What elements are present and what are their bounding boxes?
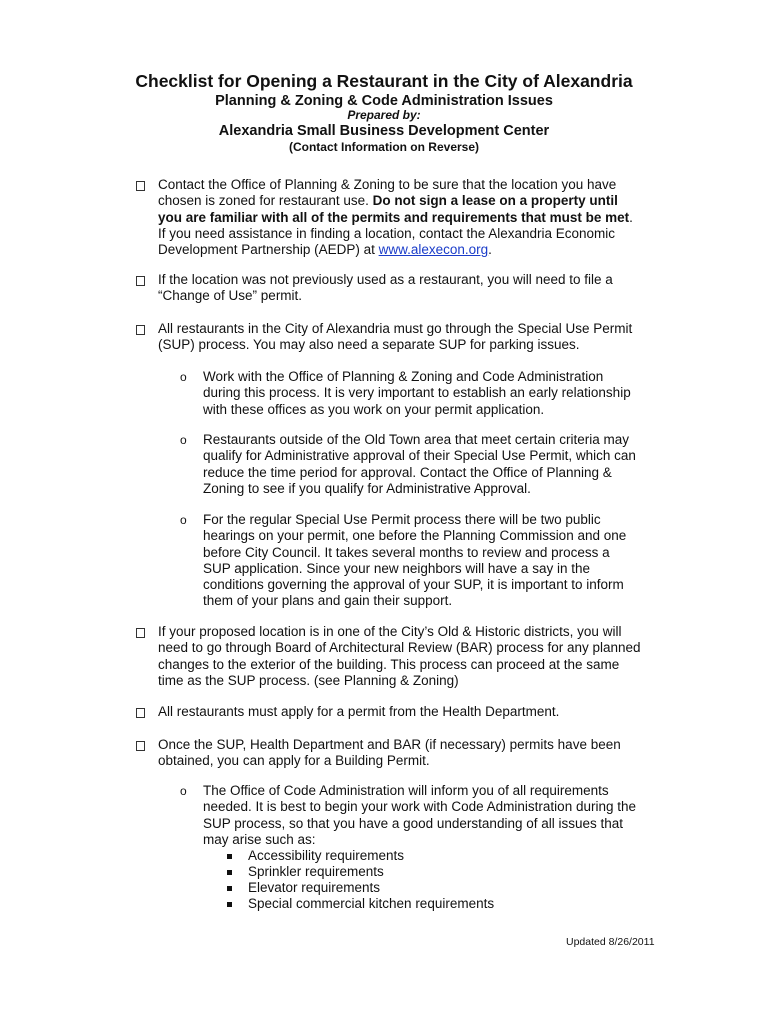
- item-text: conditions governing the approval of your SUP, it is important to inform: [203, 577, 624, 593]
- square-bullet-icon: [227, 870, 232, 875]
- item-text: Zoning to see if you qualify for Administrative Approval.: [203, 480, 531, 496]
- item-bold-warning: you are familiar with all of the permits and requirements that must be met: [158, 209, 630, 225]
- item-text: SUP application. Since your new neighbors will have a say in the: [203, 560, 590, 576]
- item-text: If the location was not previously used as a restaurant, you will need to file a: [158, 272, 613, 287]
- square-bullet-icon: [227, 854, 232, 859]
- square-bullet-icon: [227, 886, 232, 891]
- item-text: If you need assistance in finding a location, contact the Alexandria Economic: [158, 225, 616, 241]
- item-text: Restaurants outside of the Old Town area that meet certain criteria may: [203, 432, 629, 447]
- checkbox-icon: [136, 708, 145, 718]
- prepared-by-label: Prepared by:: [347, 108, 421, 122]
- item-text: All restaurants must apply for a permit from the Health Department.: [158, 704, 560, 719]
- item-text: during this process. It is very important to establish an early relationship: [203, 385, 631, 401]
- organization-name: Alexandria Small Business Development Center: [218, 123, 550, 139]
- checkbox-icon: [136, 628, 145, 638]
- circle-bullet-icon: o: [180, 784, 187, 798]
- item-bold-warning: Do not sign a lease on a property until: [372, 193, 618, 209]
- item-text: with these offices as you work on your permit application.: [203, 401, 545, 417]
- item-text: SUP process, so that you have a good understanding of all issues that: [203, 815, 624, 831]
- item-text: If your proposed location is in one of the City’s Old & Historic districts, you will: [158, 624, 622, 639]
- updated-date: Updated 8/26/2011: [566, 936, 655, 948]
- checkbox-icon: [136, 741, 145, 751]
- checkbox-icon: [136, 181, 145, 191]
- item-text: Contact the Office of Planning & Zoning to be sure that the location you have: [158, 177, 617, 192]
- circle-bullet-icon: o: [180, 370, 187, 384]
- item-text-span: .: [629, 209, 633, 225]
- checkbox-icon: [136, 325, 145, 335]
- item-text: may arise such as:: [203, 831, 316, 847]
- requirement-label: Special commercial kitchen requirements: [248, 896, 495, 911]
- circle-bullet-icon: o: [180, 513, 187, 527]
- item-text: qualify for Administrative approval of their Special Use Permit, which can: [203, 448, 636, 464]
- item-text-span: Development Partnership (AEDP) at: [158, 242, 379, 258]
- item-text: Work with the Office of Planning & Zoning and Code Administration: [203, 369, 604, 384]
- document-subtitle: Planning & Zoning & Code Administration Issues: [215, 93, 553, 109]
- item-text: “Change of Use” permit.: [158, 288, 303, 304]
- checkbox-icon: [136, 276, 145, 286]
- item-text: them of your plans and gain their support.: [203, 593, 453, 609]
- item-text: need to go through Board of Architectural Review (BAR) process for any planned: [158, 640, 641, 656]
- item-text: For the regular Special Use Permit process there will be two public: [203, 512, 601, 527]
- circle-bullet-icon: o: [180, 433, 187, 447]
- requirement-label: Accessibility requirements: [248, 848, 405, 863]
- item-text: [158, 242, 633, 258]
- item-text: needed. It is best to begin your work with Code Administration during the: [203, 799, 636, 815]
- item-text: time as the SUP process. (see Planning & Zoning): [158, 672, 459, 688]
- item-text: obtained, you can apply for a Building Permit.: [158, 753, 430, 769]
- square-bullet-icon: [227, 902, 232, 907]
- requirement-label: Sprinkler requirements: [248, 864, 384, 879]
- item-text: Once the SUP, Health Department and BAR (if necessary) permits have been: [158, 737, 621, 752]
- item-text: reduce the time period for approval. Contact the Office of Planning &: [203, 464, 612, 480]
- document-title: Checklist for Opening a Restaurant in the City of Alexandria: [135, 71, 633, 91]
- item-text-span: .: [488, 242, 492, 258]
- item-text: [158, 210, 633, 226]
- aedp-website-link[interactable]: www.alexecon.org: [378, 242, 489, 258]
- item-text: (SUP) process. You may also need a separate SUP for parking issues.: [158, 337, 580, 353]
- item-text: changes to the exterior of the building. This process can proceed at the same: [158, 656, 620, 672]
- item-text: hearings on your permit, one before the Planning Commission and one: [203, 528, 627, 544]
- requirement-label: Elevator requirements: [248, 880, 381, 895]
- item-text: before City Council. It takes several months to review and process a: [203, 544, 610, 560]
- item-text: The Office of Code Administration will inform you of all requirements: [203, 783, 609, 798]
- item-text-span: chosen is zoned for restaurant use.: [158, 193, 373, 209]
- item-text: [158, 193, 633, 209]
- contact-note: (Contact Information on Reverse): [288, 140, 480, 154]
- item-text: All restaurants in the City of Alexandria must go through the Special Use Permit: [158, 321, 633, 336]
